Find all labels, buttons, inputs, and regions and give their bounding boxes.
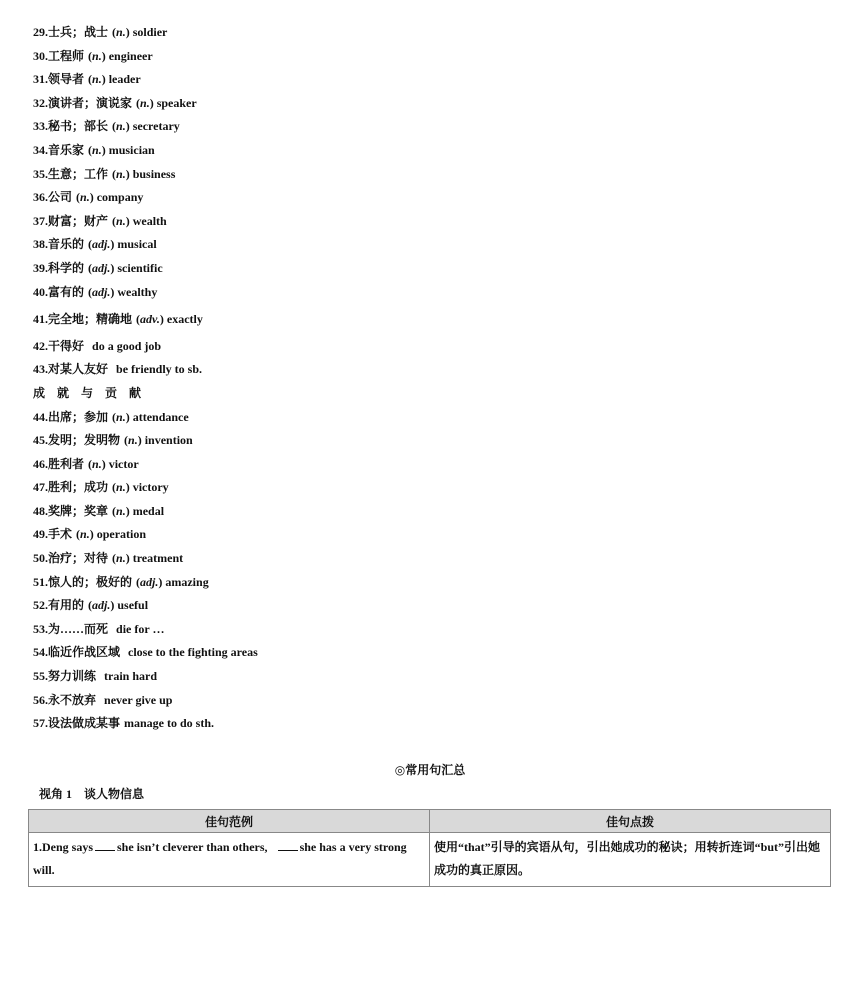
part-of-speech: n.: [116, 25, 126, 39]
vocab-item: 41.完全地；精确地 (adv.) exactly: [33, 311, 203, 326]
vocab-item: [33, 689, 813, 713]
english-word: wealth: [132, 213, 167, 228]
part-of-speech: n.: [116, 119, 126, 134]
part-of-speech: n.: [116, 213, 126, 228]
vocab-item: 32.演讲者；演说家 (n.) speaker: [33, 95, 197, 110]
item-number: 43.: [33, 362, 48, 377]
chinese-meaning: 出席；参加: [48, 409, 109, 424]
english-word: business: [132, 166, 176, 181]
chinese-meaning: 有用的: [48, 598, 85, 613]
table-header-row: [29, 810, 831, 833]
fill-blank: [95, 838, 115, 851]
item-number: 55.: [33, 669, 48, 684]
chinese-meaning: 惊人的；极好的: [48, 574, 133, 589]
vocab-item: [33, 712, 813, 736]
english-word: treatment: [132, 551, 184, 566]
summary-title: ◎常用句汇总: [394, 763, 466, 777]
part-of-speech: n.: [116, 409, 126, 424]
part-of-speech: adj.: [140, 574, 159, 589]
vocab-item: [33, 335, 813, 359]
section-heading: 成就与贡献: [33, 385, 154, 400]
chinese-meaning: 胜利；成功: [48, 480, 109, 495]
item-number: 57.: [33, 716, 48, 731]
part-of-speech: n.: [92, 48, 102, 63]
perspective-heading: [39, 784, 144, 804]
english-word: engineer: [108, 48, 153, 63]
item-number: 33.: [33, 119, 48, 134]
item-number: 35.: [33, 166, 48, 181]
english-word: victor: [108, 456, 139, 471]
part-of-speech: n.: [92, 72, 102, 87]
part-of-speech: n.: [92, 142, 102, 157]
english-phrase: manage to do sth.: [124, 716, 215, 731]
vocab-item: 30.工程师 (n.) engineer: [33, 48, 153, 63]
english-phrase: do a good job: [92, 338, 162, 353]
english-word: victory: [132, 480, 169, 495]
item-number: 41.: [33, 311, 48, 326]
chinese-meaning: 干得好: [48, 338, 85, 353]
item-number: 46.: [33, 456, 48, 471]
example-cell: [29, 833, 430, 887]
fill-blank: [278, 838, 298, 851]
chinese-meaning: 发明；发明物: [48, 433, 121, 448]
item-number: 32.: [33, 95, 48, 110]
vocab-item: 47.胜利；成功 (n.) victory: [33, 480, 169, 495]
english-word: secretary: [132, 119, 180, 134]
chinese-meaning: 努力训练: [48, 669, 97, 684]
item-number: 50.: [33, 551, 48, 566]
part-of-speech: n.: [140, 95, 150, 110]
chinese-meaning: 音乐家: [48, 142, 85, 157]
chinese-meaning: 科学的: [48, 260, 85, 275]
perspective-title: 谈人物信息: [84, 787, 145, 801]
example-part-3: she has a very strong will.: [33, 840, 407, 877]
item-number: 45.: [33, 433, 48, 448]
item-number: 38.: [33, 237, 48, 252]
vocabulary-list: [33, 21, 813, 736]
chinese-meaning: 秘书；部长: [48, 119, 109, 134]
vocab-item: 37.财富；财产 (n.) wealth: [33, 213, 167, 228]
chinese-meaning: 生意；工作: [48, 166, 109, 181]
english-word: amazing: [165, 574, 209, 589]
chinese-meaning: 完全地；精确地: [48, 311, 133, 326]
english-phrase: never give up: [104, 692, 173, 707]
english-word: company: [96, 190, 144, 205]
vocab-item: 40.富有的 (adj.) wealthy: [33, 284, 158, 299]
chinese-meaning: 工程师: [48, 48, 85, 63]
chinese-meaning: 富有的: [48, 284, 85, 299]
table-row: [29, 833, 831, 887]
vocab-item: 39.科学的 (adj.) scientific: [33, 260, 163, 275]
chinese-meaning: 设法做成某事: [48, 716, 121, 731]
header-comments: 佳句点拨: [430, 810, 831, 833]
english-word: medal: [132, 503, 165, 518]
vocab-item: 35.生意；工作 (n.) business: [33, 166, 176, 181]
english-word: operation: [96, 527, 147, 542]
item-number: 40.: [33, 284, 48, 299]
vocab-item: 33.秘书；部长 (n.) secretary: [33, 119, 180, 134]
part-of-speech: n.: [80, 527, 90, 542]
english-word: speaker: [156, 95, 197, 110]
item-number: 29.: [33, 25, 48, 39]
part-of-speech: n.: [116, 166, 126, 181]
vocab-item: 48.奖牌；奖章 (n.) medal: [33, 503, 165, 518]
vocab-item: 49.手术 (n.) operation: [33, 527, 147, 542]
chinese-meaning: 临近作战区域: [48, 645, 121, 660]
item-number: 39.: [33, 260, 48, 275]
header-examples: 佳句范例: [29, 810, 430, 833]
part-of-speech: adv.: [140, 311, 160, 326]
item-number: 56.: [33, 692, 48, 707]
english-phrase: die for …: [116, 621, 165, 636]
english-word: scientific: [117, 260, 163, 275]
vocab-item: 46.胜利者 (n.) victor: [33, 456, 139, 471]
chinese-meaning: 手术: [48, 527, 73, 542]
english-word: musical: [117, 237, 157, 252]
part-of-speech: n.: [116, 480, 126, 495]
chinese-meaning: 领导者: [48, 72, 85, 87]
english-word: invention: [144, 433, 193, 448]
part-of-speech: n.: [80, 190, 90, 205]
item-number: 30.: [33, 48, 48, 63]
english-word: musician: [108, 142, 155, 157]
chinese-meaning: 音乐的: [48, 237, 85, 252]
english-word: attendance: [132, 409, 189, 424]
item-number: 49.: [33, 527, 48, 542]
comment-cell: 使用“that”引导的宾语从句，引出她成功的秘诀；用转折连词“but”引出她成功的真正原因。: [430, 833, 831, 887]
part-of-speech: adj.: [92, 260, 111, 275]
part-of-speech: n.: [116, 503, 126, 518]
vocab-item: 34.音乐家 (n.) musician: [33, 142, 155, 157]
vocab-item: 50.治疗；对待 (n.) treatment: [33, 551, 184, 566]
english-word: wealthy: [117, 284, 158, 299]
part-of-speech: n.: [92, 456, 102, 471]
vocab-item: 44.出席；参加 (n.) attendance: [33, 409, 189, 424]
vocab-item: [33, 641, 813, 665]
item-number: 36.: [33, 190, 48, 205]
example-part-1: 1.Deng says: [33, 840, 94, 854]
item-number: 54.: [33, 645, 48, 660]
vocab-item: 45.发明；发明物 (n.) invention: [33, 433, 193, 448]
chinese-meaning: 演讲者；演说家: [48, 95, 133, 110]
example-part-2: she isn’t cleverer than others,: [117, 840, 268, 854]
perspective-label: 视角 1: [39, 787, 73, 801]
item-number: 48.: [33, 503, 48, 518]
sentence-table: [28, 809, 831, 887]
part-of-speech: adj.: [92, 237, 111, 252]
part-of-speech: n.: [116, 551, 126, 566]
vocab-item: 31.领导者 (n.) leader: [33, 72, 141, 87]
vocab-item: [33, 358, 813, 382]
english-phrase: close to the fighting areas: [128, 645, 258, 660]
chinese-meaning: 公司: [48, 190, 73, 205]
english-word: soldier: [132, 25, 168, 39]
vocab-item: 36.公司 (n.) company: [33, 190, 144, 205]
english-word: exactly: [166, 311, 203, 326]
part-of-speech: adj.: [92, 284, 111, 299]
item-number: 44.: [33, 409, 48, 424]
item-number: 37.: [33, 213, 48, 228]
chinese-meaning: 为……而死: [48, 621, 109, 636]
english-word: useful: [117, 598, 149, 613]
item-number: 51.: [33, 574, 48, 589]
vocab-item: 52.有用的 (adj.) useful: [33, 598, 149, 613]
item-number: 34.: [33, 142, 48, 157]
vocab-item: [33, 665, 813, 689]
chinese-meaning: 胜利者: [48, 456, 85, 471]
part-of-speech: adj.: [92, 598, 111, 613]
vocab-item: 29.士兵；战士 (n.) soldier: [33, 25, 168, 39]
chinese-meaning: 治疗；对待: [48, 551, 109, 566]
vocab-item: [33, 618, 813, 642]
item-number: 52.: [33, 598, 48, 613]
chinese-meaning: 财富；财产: [48, 213, 109, 228]
english-word: leader: [108, 72, 141, 87]
item-number: 31.: [33, 72, 48, 87]
chinese-meaning: 对某人友好: [48, 362, 109, 377]
english-phrase: be friendly to sb.: [116, 362, 203, 377]
item-number: 53.: [33, 621, 48, 636]
vocab-item: 38.音乐的 (adj.) musical: [33, 237, 157, 252]
item-number: 47.: [33, 480, 48, 495]
chinese-meaning: 士兵；战士: [48, 25, 109, 39]
item-number: 42.: [33, 338, 48, 353]
vocab-item: 51.惊人的；极好的 (adj.) amazing: [33, 574, 209, 589]
part-of-speech: n.: [128, 433, 138, 448]
english-phrase: train hard: [104, 669, 158, 684]
chinese-meaning: 奖牌；奖章: [48, 503, 109, 518]
chinese-meaning: 永不放弃: [48, 692, 97, 707]
